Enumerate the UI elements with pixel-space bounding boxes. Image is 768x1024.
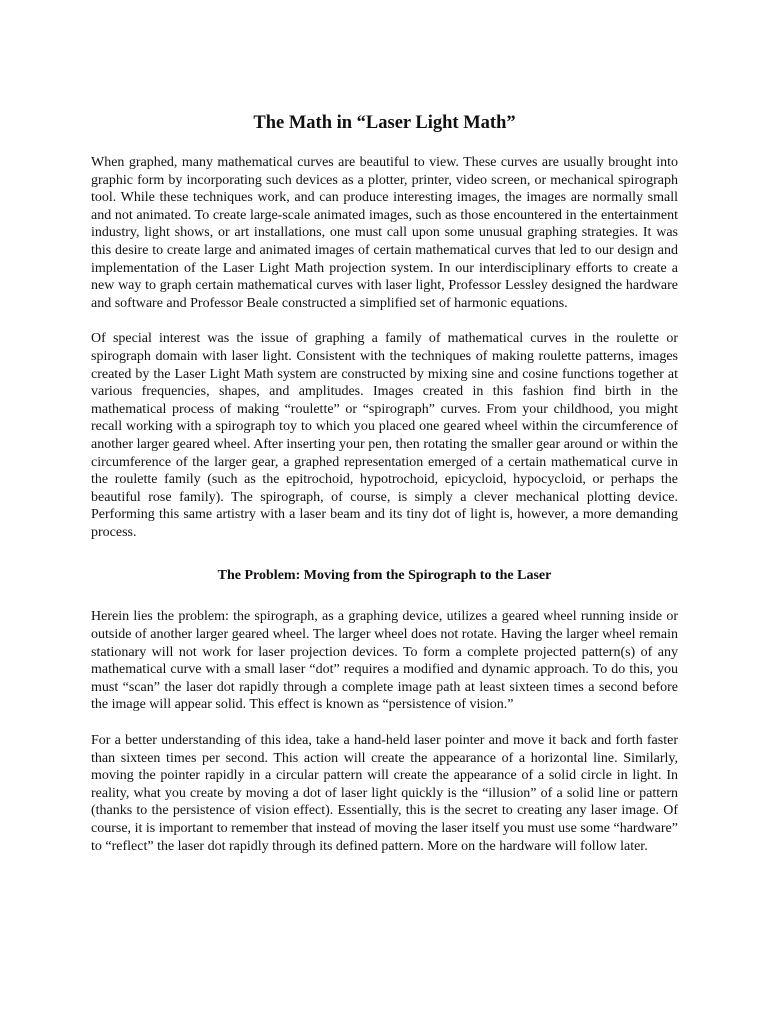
intro-paragraph: When graphed, many mathematical curves are beautiful to view. These curves are usually brought into graphic form by incorporating such devices as a plotter, printer, video screen, or mechanical spirograph tool. While these techniques work, and can produce interesting images, the images are normally small and not animated. To create large-scale animated images, such as those encountered in the entertainment industry, light shows, or art installations, one must call upon some unusual graphing strategies. It was this desire to create large and animated images of certain mathematical curves that led to our design and implementation of the Laser Light Math projection system. In our interdisciplinary efforts to create a new way to graph certain mathematical curves with laser light, Professor Lessley designed the hardware and software and Professor Beale constructed a simplified set of harmonic equations.	[91, 155, 678, 311]
section-heading: The Problem: Moving from the Spirograph to the Laser	[217, 568, 552, 584]
document-title: The Math in “Laser Light Math”	[253, 113, 516, 133]
persistence-paragraph: For a better understanding of this idea, take a hand-held laser pointer and move it back and forth faster than sixteen times per second. This action will create the appearance of a horizontal line. Similarly, moving the pointer rapidly in a circular pattern will create the appearance of a solid circle in light. In reality, what you create by moving a dot of laser light quickly is the “illusion” of a solid line or pattern (thanks to the persistence of vision effect). Essentially, this is the secret to creating any laser image. Of course, it is important to remember that instead of moving the laser itself you must use some “hardware” to “reflect” the laser dot rapidly through its defined pattern. More on the hardware will follow later.	[91, 733, 678, 854]
roulette-paragraph: Of special interest was the issue of graphing a family of mathematical curves in the roulette or spirograph domain with laser light. Consistent with the techniques of making roulette patterns, images created by the Laser Light Math system are constructed by mixing sine and cosine functions together at various frequencies, shapes, and amplitudes. Images created in this fashion find birth in the mathematical process of making “roulette” or “spirograph” curves. From your childhood, you might recall working with a spirograph toy to which you placed one geared wheel within the circumference of another larger geared wheel. After inserting your pen, then rotating the smaller gear around or within the circumference of the larger gear, a graphed representation emerged of a certain mathematical curve in the roulette family (such as the epitrochoid, hypotrochoid, epicycloid, hypocycloid, or perhaps the beautiful rose family). The spirograph, of course, is simply a clever mechanical plotting device. Performing this same artistry with a laser beam and its tiny dot of light is, however, a more demanding process.	[91, 331, 678, 540]
problem-paragraph: Herein lies the problem: the spirograph, as a graphing device, utilizes a geared wheel running inside or outside of another larger geared wheel. The larger wheel does not rotate. Having the larger wheel remain stationary will not work for laser projection devices. To form a complete projected pattern(s) of any mathematical curve with a small laser “dot” requires a modified and dynamic approach. To do this, you must “scan” the laser dot rapidly through a complete image path at least sixteen times a second before the image will appear solid. This effect is known as “persistence of vision.”	[91, 609, 678, 713]
